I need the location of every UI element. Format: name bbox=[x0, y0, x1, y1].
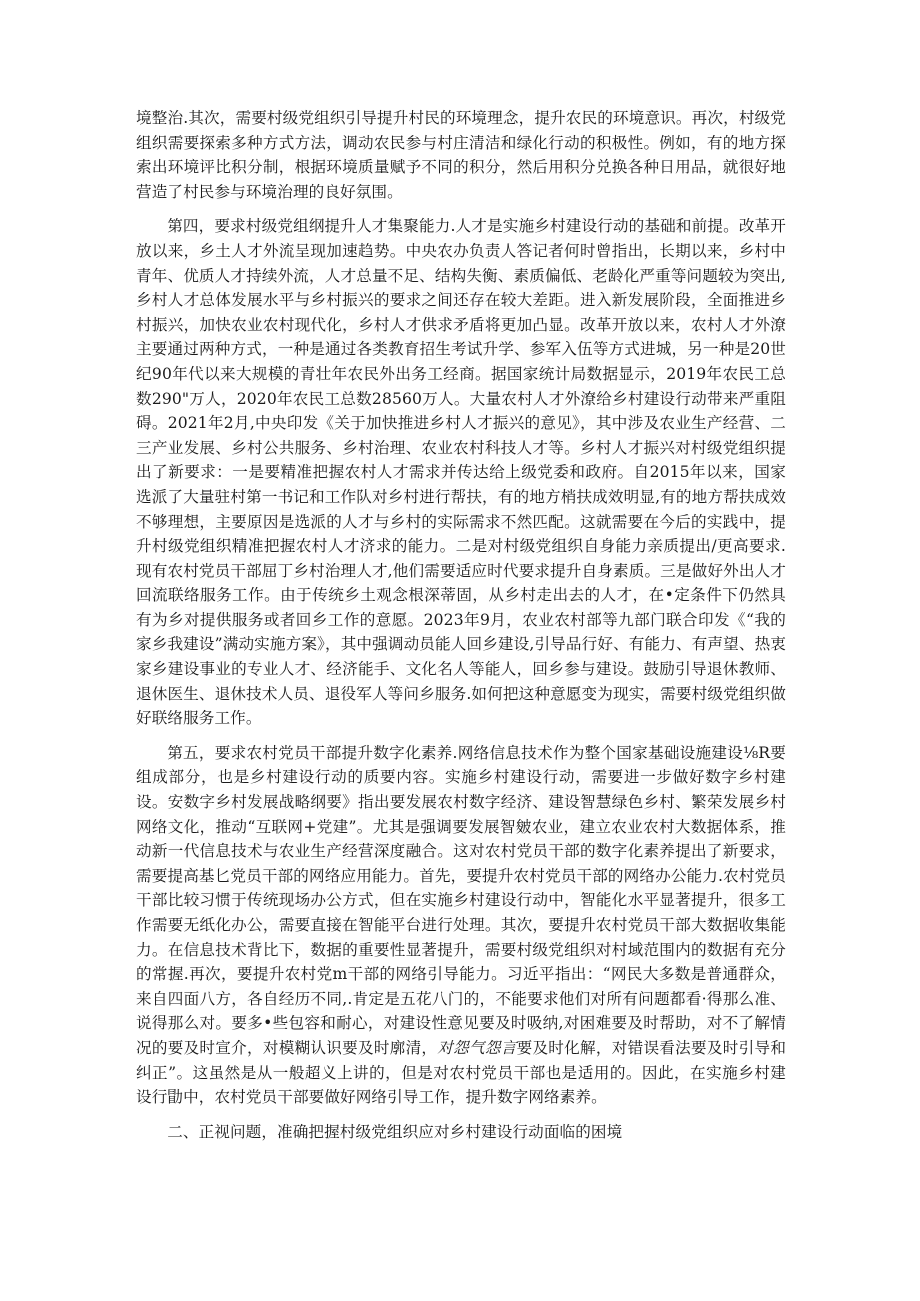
paragraph-talent: 第四，要求村级党组纲提升人才集聚能力.人才是实施乡村建设行动的基础和前提。改革开放以来，乡土人才外流呈现加速趋势。中央农办负责人答记者何时曾指出，长期以来，乡村中青年、优质人才持续外流，人才总量不足、结构失衡、素质偏低、老龄化严重等问题较为突出,乡村人才总体发展水平与乡村振兴的要求之间还存在较大差距。进入新发展阶段，全面推进乡村振兴，加快农业农村现代化，乡村人才供求矛盾将更加凸显。改革开放以来，农村人才外潦主要通过两种方式，一种是通过各类教育招生考试升学、参军入伍等方式进城，另一种是20世纪90年代以来大规模的青壮年农民外出务工经商。据国家统计局数据显示，2019年农民工总数290"万人，2020年农民工总数28560万人。大量农村人才外潦给乡村建设行动带来严重阻碍。2021年2月,中央印发《关于加快推进乡村人才振兴的意见》，其中涉及农业生产经营、二三产业发展、乡村公共服务、乡村治理、农业农村科技人才等。乡村人才振兴对村级党组织提出了新要求：一是要精准把握农村人才需求并传达给上级党委和政府。自2015年以来，国家选派了大量驻村第一书记和工作队对乡村进行帮扶，有的地方梢扶成效明显,有的地方帮扶成效不够理想，主要原因是选派的人才与乡村的实际需求不然匹配。这就需要在今后的实践中，提升村级党组织精准把握农村人才济求的能力。二是对村级党组织自身能力亲质提出/更高要求.现有农村党员干部屈丁乡村治理人才,他们需要适应时代要求提升自身素质。三是做好外出人才回流联络服务工作。由于传统乡土观念根深蒂固，从乡村走出去的人才，在•定条件下仍然具有为乡对提供服务或者回乡工作的意愿。2023年9月，农业农村部等九部门联合印发《“我的家乡我建设”满动实施方案》，其中强调动员能人回乡建设,引导品行好、有能力、有声望、热衷家乡建设事业的专业人才、经济能手、文化名人等能人，回乡参与建设。鼓励引导退休教师、退休医生、退休技术人员、退役军人等问乡服务.如何把这种意愿变为现实，需要村级党组织做好联络服务工作。 bbox=[136, 217, 786, 728]
paragraph-digital bbox=[136, 741, 786, 1110]
document-page bbox=[136, 106, 786, 1144]
section-heading: 二、正视问题，准确把握村级党组织应对乡村建设行动面临的困境 bbox=[167, 1122, 623, 1141]
paragraph-digital-part1: 第五，要求农村党员干部提升数字化素养.网络信息技术作为整个国家基础设施建设⅛R要组成部分，也是乡村建设行动的质要内容。实施乡村建设行动，需要进一步做好数字乡村建设。安数字乡村发展战略纲要》指出要发展农村数字经济、建设智慧绿色乡村、繁荣发展乡村网络文化，推动“互联网+党建”。尤其是强调要发展智皴农业，建立农业农村大数据体系，推动新一代信息技术与农业生产经营深度融合。这对农村党员干部的数字化素养提出了新要求，需要提高基匕党员干部的网络应用能力。首先，要提升农村党员干部的网络办公能力.农村党员干部比较习惯于传统现场办公方式，但在实施乡村建设行动中，智能化水平显著提升，很多工作需要无纸化办公，需要直接在智能平台进行处理。其次，要提升农村党员干部大数据收集能力。在信息技术背比下，数据的重要性显著提升，需要村级党组织对村域范围内的数据有充分的常握.再次，要提升农村党m干部的网络引导能力。习近平指出：“网民大多数是普通群众，来自四面八方，各自经历不同,.肯定是五花八门的，不能要求他们对所有问题都看·得那么准、说得那么对。要多•些包容和耐心，对建设性意见要及时吸纳,对困难要及时帮助，对不了解情况的要及时宣介，对模糊认识要及时廓清， bbox=[136, 743, 786, 1057]
paragraph-digital-italic: 对怨气怨言 bbox=[437, 1038, 517, 1057]
paragraph-digital-part2: 要及时化解，对错误看法要及时引导和纠正”。这虽然是从一般超义上讲的，但是对农村党员干部也是适用的。因此，在实施乡村建设行勖中，农村党员干部要做好网络引导工作，提升数字网络素养。 bbox=[136, 1038, 787, 1107]
paragraph-environment: 境整治.其次，需要村级党组织引导提升村民的环境理念，提升农民的环境意识。再次，村级党组织需要探索多种方式方法，调动农民参与村庄清洁和绿化行动的积极性。例如，有的地方探索出环境评比积分制，根据环境质量赋予不同的积分，然后用积分兑换各种日用品，就很好地营造了村民参与环境治理的良好氛围。 bbox=[136, 109, 786, 201]
